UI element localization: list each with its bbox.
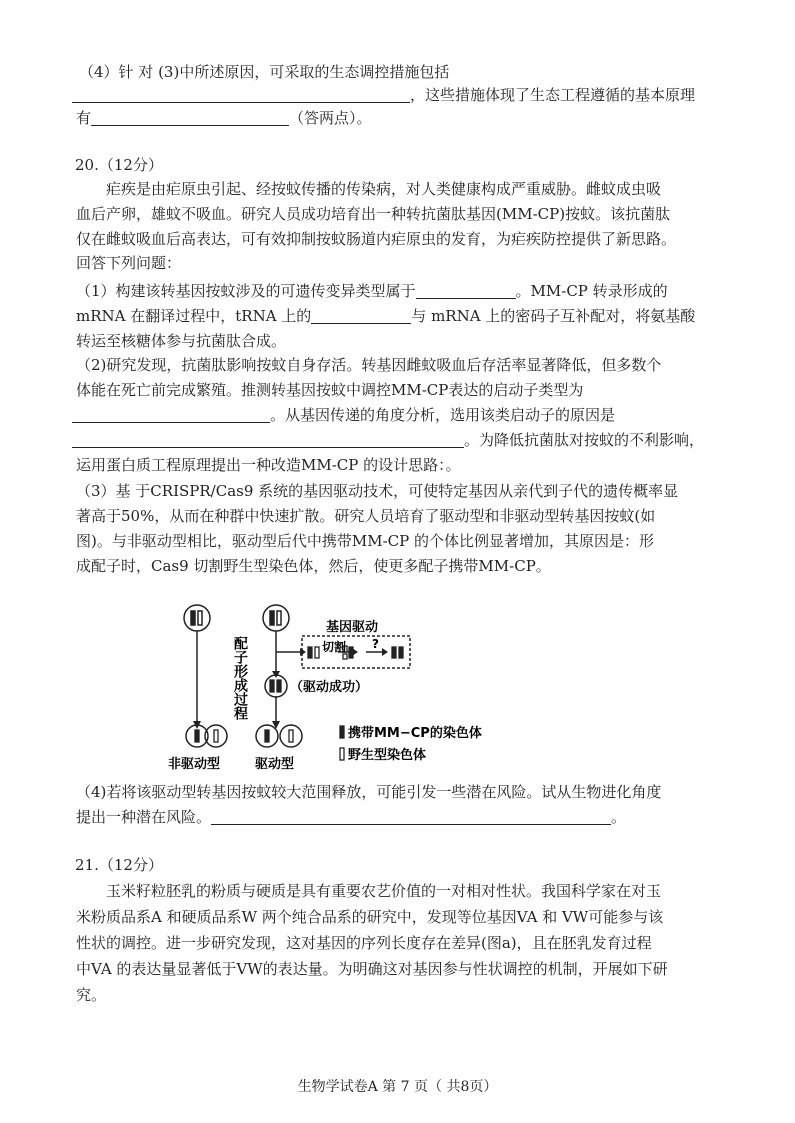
legend-mmcp: 携带MM−CP的染色体 (348, 726, 482, 741)
q20-part3: （3）基 于CRISPR/Cas9 系统的基因驱动技术，可使特定基因从亲代到子代的遗传概率显 (76, 482, 679, 500)
q20-part3: 图)。与非驱动型相比，驱动型后代中携带MM-CP 的个体比例显著增加，其原因是：形 (76, 532, 654, 550)
q19-4-line3: 有 （答两点）。 (76, 109, 372, 127)
answer-blank[interactable] (211, 809, 611, 825)
q20-intro: 疟疾是由疟原虫引起、经按蚊传播的传染病，对人类健康构成严重威胁。雌蚊成虫吸 (106, 180, 662, 198)
q19-4-line1: （4）针 对 (3)中所述原因，可采取的生态调控措施包括 (79, 63, 450, 81)
gene-drive-label: 基因驱动 (326, 620, 379, 635)
answer-blank[interactable] (91, 110, 289, 126)
q20-intro: 回答下列问题： (76, 254, 182, 272)
q20-part2: 体能在死亡前完成繁殖。推测转基因按蚊中调控MM-CP表达的启动子类型为 (76, 381, 584, 399)
answer-blank[interactable] (72, 87, 410, 103)
q21-text: 究。 (76, 986, 107, 1004)
q20-part3: 著高于50%，从而在种群中快速扩散。研究人员培育了驱动型和非驱动型转基因按蚊(如 (76, 507, 656, 525)
drive-label: 驱动型 (255, 757, 295, 772)
legend-wild: 野生型染色体 (348, 748, 427, 763)
q19-4-line2: ，这些措施体现了生态工程遵循的基本原理 (72, 85, 695, 105)
q21-title: 21.（12分） (75, 856, 163, 874)
q20-part3: 成配子时，Cas9 切割野生型染色体，然后，使更多配子携带MM-CP。 (76, 557, 551, 575)
q20-part1: mRNA 在翻译过程中，tRNA 上的 与 mRNA 上的密码子互补配对，将氨基酸 (76, 307, 696, 325)
q20-part2: 运用蛋白质工程原理提出一种改造MM-CP 的设计思路：。 (76, 456, 461, 474)
gene-drive-figure (160, 596, 500, 772)
drive-success-label: （驱动成功） (290, 680, 369, 695)
q20-title: 20.（12分） (75, 156, 163, 174)
answer-blank[interactable] (416, 283, 516, 299)
q20-part1: 转运至核糖体参与抗菌肽合成。 (76, 332, 287, 350)
q21-text: 玉米籽粒胚乳的粉质与硬质是具有重要农艺价值的一对相对性状。我国科学家在对玉 (106, 882, 662, 900)
q21-text: 中VA 的表达量显著低于VW的表达量。为明确这对基因参与性状调控的机制，开展如下研 (76, 960, 668, 978)
q21-text: 性状的调控。进一步研究发现，这对基因的序列长度存在差异(图a)，且在胚乳发育过程 (76, 934, 652, 952)
q20-part4: 提出一种潜在风险。 。 (76, 808, 627, 826)
q20-part2: 。从基因传递的角度分析，选用该类启动子的原因是 (72, 405, 615, 425)
q20-part4: （4)若将该驱动型转基因按蚊较大范围释放，可能引发一些潜在风险。试从生物进化角度 (76, 783, 662, 801)
q21-text: 米粉质品系A 和硬质品系W 两个纯合品系的研究中，发现等位基因VA 和 VW可能参与该 (76, 908, 664, 926)
q20-part2: （2)研究发现，抗菌肽影响按蚊自身存活。转基因雌蚊吸血后存活率显著降低，但多数个 (76, 356, 662, 374)
q20-intro: 血后产卵，雄蚊不吸血。研究人员成功培育出一种转抗菌肽基因(MM-CP)按蚊。该抗菌肽 (76, 205, 671, 223)
gamete-formation-label: 配子形成过程 (232, 636, 248, 720)
answer-blank[interactable] (72, 432, 464, 448)
q20-intro: 仅在雌蚊吸血后高表达，可有效抑制按蚊肠道内疟原虫的发育，为疟疾防控提供了新思路。 (76, 230, 677, 248)
cut-label: 切割 (322, 640, 347, 654)
answer-blank[interactable] (311, 308, 411, 324)
question-label: ? (372, 637, 379, 651)
q20-part2: 。为降低抗菌肽对按蚊的不利影响， (72, 430, 704, 450)
answer-blank[interactable] (72, 407, 270, 423)
page-footer: 生物学试卷A 第 7 页（ 共8页） (297, 1079, 498, 1095)
non-drive-label: 非驱动型 (168, 757, 221, 772)
q20-part1: （1）构建该转基因按蚊涉及的可遗传变异类型属于 。MM-CP 转录形成的 (76, 282, 668, 300)
